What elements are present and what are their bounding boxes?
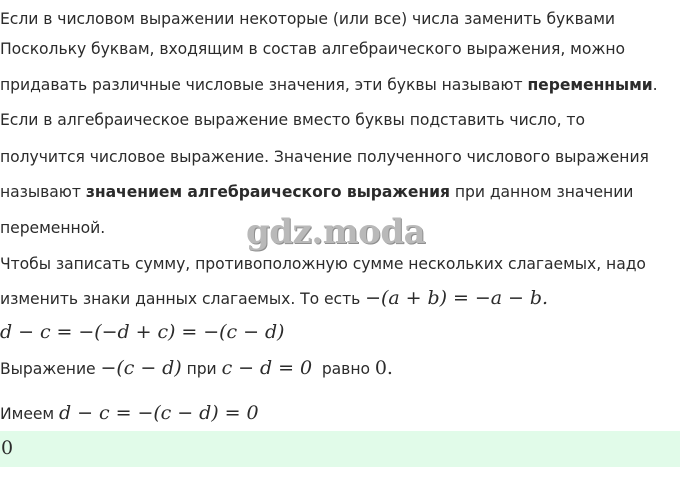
- paragraph-line: [0, 358, 393, 379]
- paragraph-line: [0, 254, 646, 274]
- formula: −(a + b) = −a − b.: [365, 287, 548, 309]
- paragraph-line: [0, 288, 548, 309]
- term-variables: переменными: [527, 76, 653, 94]
- paragraph-line: [0, 182, 633, 202]
- text: при данном значении: [449, 183, 634, 201]
- paragraph-line: [0, 9, 615, 29]
- text: получится числовое выражение. Значение полученного числового выражения: [0, 148, 649, 166]
- formula: 0.: [374, 357, 393, 379]
- text: Поскольку буквам, входящим в состав алгебраического выражения, можно: [0, 40, 625, 58]
- paragraph-line: [0, 403, 258, 424]
- formula: d − c = −(c − d) = 0: [59, 402, 259, 424]
- text: равно: [312, 360, 375, 378]
- text: называют: [0, 183, 86, 201]
- answer-box: [0, 431, 680, 467]
- text: Имеем: [0, 405, 60, 423]
- paragraph-line: [0, 39, 625, 59]
- text: Чтобы записать сумму, противоположную сумме нескольких слагаемых, надо: [0, 255, 646, 273]
- formula: c − d = 0: [221, 357, 313, 379]
- text: изменить знаки данных слагаемых. То есть: [0, 290, 366, 308]
- paragraph-line: [0, 110, 585, 130]
- answer-value: 0: [1, 437, 14, 459]
- text: .: [652, 76, 658, 94]
- formula: d − c = −(−d + c) = −(c − d): [0, 321, 285, 343]
- paragraph-line: [0, 218, 105, 238]
- text: переменной.: [0, 219, 106, 237]
- paragraph-line: [0, 75, 658, 95]
- term-expression-value: значением алгебраического выражения: [85, 183, 450, 201]
- text: Если в числовом выражении некоторые (или все) числа заменить буквами: [0, 10, 616, 28]
- formula: −(c − d): [100, 357, 182, 379]
- text: Выражение: [0, 360, 101, 378]
- watermark-logo: gdz.moda: [246, 212, 426, 252]
- text: Если в алгебраическое выражение вместо буквы подставить число, то: [0, 111, 585, 129]
- formula-line: [0, 322, 284, 342]
- paragraph-line: [0, 147, 649, 167]
- text: придавать различные числовые значения, эти буквы называют: [0, 76, 528, 94]
- text: при: [181, 360, 222, 378]
